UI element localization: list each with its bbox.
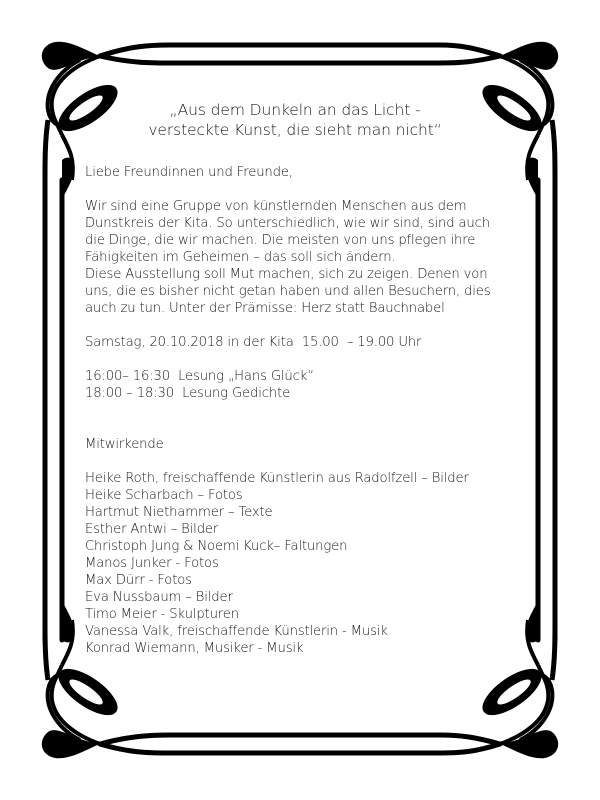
intro-line: Dunstkreis der Kita. So unterschiedlich, wie wir sind, sind auch [85,216,490,231]
bottom-rail-inner [100,735,500,744]
participants-list [85,470,525,657]
participant-item: Eva Nussbaum – Bilder [85,590,233,605]
participant-item: Max Dürr - Fotos [85,573,192,588]
spacer [85,317,525,334]
intro-paragraph [85,198,525,317]
participant-item: Manos Junker - Fotos [85,556,219,571]
participant-item: Heike Roth, freischaffende Künstlerin aus Radolfzell – Bilder [85,471,469,486]
event-date: Samstag, 20.10.2018 in der Kita 15.00 – 19.00 Uhr [85,335,422,350]
intro-line: die Dinge, die wir machen. Die meisten von uns pflegen ihre [85,233,476,248]
intro-line: Fähigkeiten im Geheimen – das soll sich ändern. [85,250,396,265]
participant-item: Hartmut Niethammer – Texte [85,505,273,520]
participant-item: Heike Scharbach – Fotos [85,488,243,503]
participants-heading: Mitwirkende [85,437,164,452]
top-rail-outer [100,45,500,56]
title-line-1: „Aus dem Dunkeln an das Licht - [169,101,421,119]
title-line-2: versteckte Kunst, die sieht man nicht“ [148,121,442,139]
participant-item: Konrad Wiemann, Musiker - Musik [85,641,304,656]
bottom-rail-outer [100,744,500,753]
intro-line: Wir sind eine Gruppe von künstlernden Menschen aus dem [85,199,467,214]
greeting: Liebe Freundinnen und Freunde, [85,165,293,180]
participant-item: Christoph Jung & Noemi Kuck– Faltungen [85,539,348,554]
invitation-title [85,100,525,140]
intro-line: Diese Ausstellung soll Mut machen, sich zu zeigen. Denen von [85,267,488,282]
participant-item: Esther Antwi – Bilder [85,522,219,537]
spacer [85,402,525,436]
spacer [85,181,525,198]
intro-line: uns, die es bisher nicht getan haben und allen Besuchern, dies [85,284,491,299]
participant-item: Vanessa Valk, freischaffende Künstlerin - Musik [85,624,388,639]
schedule [85,368,525,402]
top-rail-inner [100,56,500,63]
schedule-item: 16:00– 16:30 Lesung „Hans Glück“ [85,369,314,384]
schedule-item: 18:00 – 18:30 Lesung Gedichte [85,386,291,401]
spacer [85,453,525,470]
spacer [85,351,525,368]
invitation-body [85,100,525,657]
intro-line: auch zu tun. Unter der Prämisse: Herz statt Bauchnabel [85,301,445,316]
participant-item: Timo Meier - Skulpturen [85,607,239,622]
